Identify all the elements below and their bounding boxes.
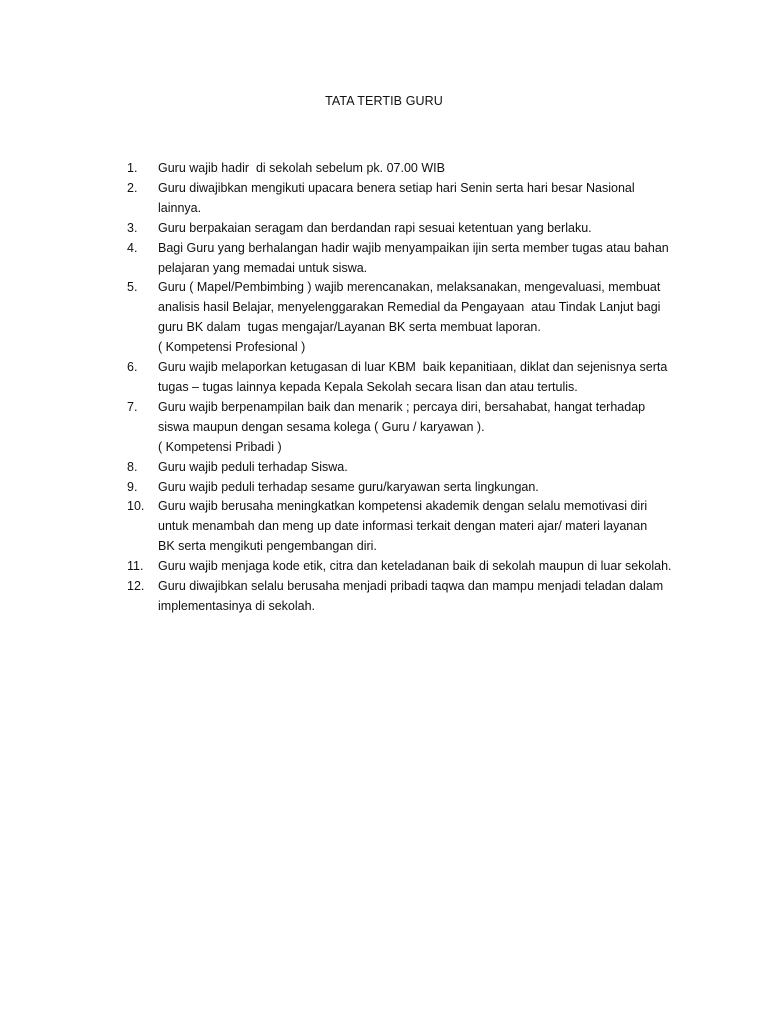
list-item-line: Guru wajib hadir di sekolah sebelum pk. 07.00 WIB [158, 161, 445, 175]
list-item [121, 577, 691, 617]
list-item-line: pelajaran yang memadai untuk siswa. [158, 260, 368, 275]
list-item-text [158, 278, 691, 358]
list-item [121, 497, 691, 557]
list-number [121, 278, 158, 358]
list-item-text [158, 398, 691, 458]
list-number [121, 458, 158, 478]
list-number-text: 7. [127, 399, 138, 414]
list-item [121, 179, 691, 219]
list-number-text: 4. [127, 240, 138, 255]
list-number [121, 398, 158, 458]
list-item-line: Guru diwajibkan selalu berusaha menjadi pribadi taqwa dan mampu menjadi teladan dalam [158, 579, 664, 594]
list-number [121, 557, 158, 577]
list-item-line: Bagi Guru yang berhalangan hadir wajib menyampaikan ijin serta member tugas atau bahan [158, 240, 669, 255]
list-number [121, 219, 158, 239]
list-item-text [158, 159, 691, 179]
list-item-line: ( Kompetensi Profesional ) [158, 340, 306, 355]
list-item-line: siswa maupun dengan sesama kolega ( Guru / karyawan ). [158, 419, 485, 434]
list-item-text [158, 358, 691, 398]
list-number-text: 8. [127, 459, 138, 474]
list-item-line: implementasinya di sekolah. [158, 598, 316, 613]
list-item-line: untuk menambah dan meng up date informasi terkait dengan materi ajar/ materi layanan [158, 519, 648, 534]
list-item-line: Guru diwajibkan mengikuti upacara benera setiap hari Senin serta hari besar Nasional [158, 180, 635, 195]
list-number-text: 10. [127, 499, 145, 514]
list-item-text [158, 557, 691, 577]
list-item-line: Guru berpakaian seragam dan berdandan rapi sesuai ketentuan yang berlaku. [158, 220, 592, 235]
list-number [121, 179, 158, 219]
list-item-line: analisis hasil Belajar, menyelenggarakan Remedial da Pengayaan atau Tindak Lanjut bagi [158, 300, 661, 315]
list-number-text: 6. [127, 360, 138, 375]
list-item-line: lainnya. [158, 200, 202, 215]
list-number-text: 12. [127, 579, 145, 594]
list-number-text: 2. [127, 180, 138, 195]
list-number [121, 159, 158, 179]
list-item-line: BK serta mengikuti pengembangan diri. [158, 539, 377, 554]
list-item [121, 358, 691, 398]
list-number [121, 478, 158, 498]
list-item-text [158, 497, 691, 557]
list-item-line: tugas – tugas lainnya kepada Kepala Sekolah secara lisan dan atau tertulis. [158, 379, 578, 394]
list-item [121, 478, 691, 498]
list-item-line: Guru wajib peduli terhadap Siswa. [158, 459, 348, 474]
list-item [121, 557, 691, 577]
list-item-line: Guru wajib menjaga kode etik, citra dan keteladanan baik di sekolah maupun di luar sekolah. [158, 559, 672, 574]
list-number-text: 11. [127, 559, 144, 574]
list-number-text: 3. [127, 220, 138, 235]
list-number [121, 239, 158, 279]
list-item-text [158, 239, 691, 279]
list-item [121, 159, 691, 179]
document-title: TATA TERTIB GURU [325, 94, 443, 108]
list-number [121, 497, 158, 557]
list-item [121, 398, 691, 458]
list-item [121, 458, 691, 478]
list-number-text: 5. [127, 280, 138, 295]
list-item-line: guru BK dalam tugas mengajar/Layanan BK serta membuat laporan. [158, 320, 541, 335]
list-item [121, 239, 691, 279]
list-item-text [158, 179, 691, 219]
list-item-text [158, 458, 691, 478]
list-item-text [158, 219, 691, 239]
list-item-text [158, 577, 691, 617]
list-item-line: Guru ( Mapel/Pembimbing ) wajib merencanakan, melaksanakan, mengevaluasi, membuat [158, 280, 661, 295]
list-number [121, 358, 158, 398]
rules-list [121, 159, 691, 617]
list-item-line: Guru wajib berpenampilan baik dan menarik ; percaya diri, bersahabat, hangat terhadap [158, 399, 646, 414]
list-item-text [158, 478, 691, 498]
list-number-text: 9. [127, 479, 138, 494]
list-number-text: 1. [127, 161, 138, 175]
list-item-line: Guru wajib peduli terhadap sesame guru/karyawan serta lingkungan. [158, 479, 539, 494]
list-item-line: Guru wajib berusaha meningkatkan kompetensi akademik dengan selalu memotivasi diri [158, 499, 648, 514]
list-number [121, 577, 158, 617]
list-item-line: ( Kompetensi Pribadi ) [158, 439, 282, 454]
list-item [121, 278, 691, 358]
list-item-line: Guru wajib melaporkan ketugasan di luar KBM baik kepanitiaan, diklat dan sejenisnya serta [158, 360, 668, 375]
list-item [121, 219, 691, 239]
